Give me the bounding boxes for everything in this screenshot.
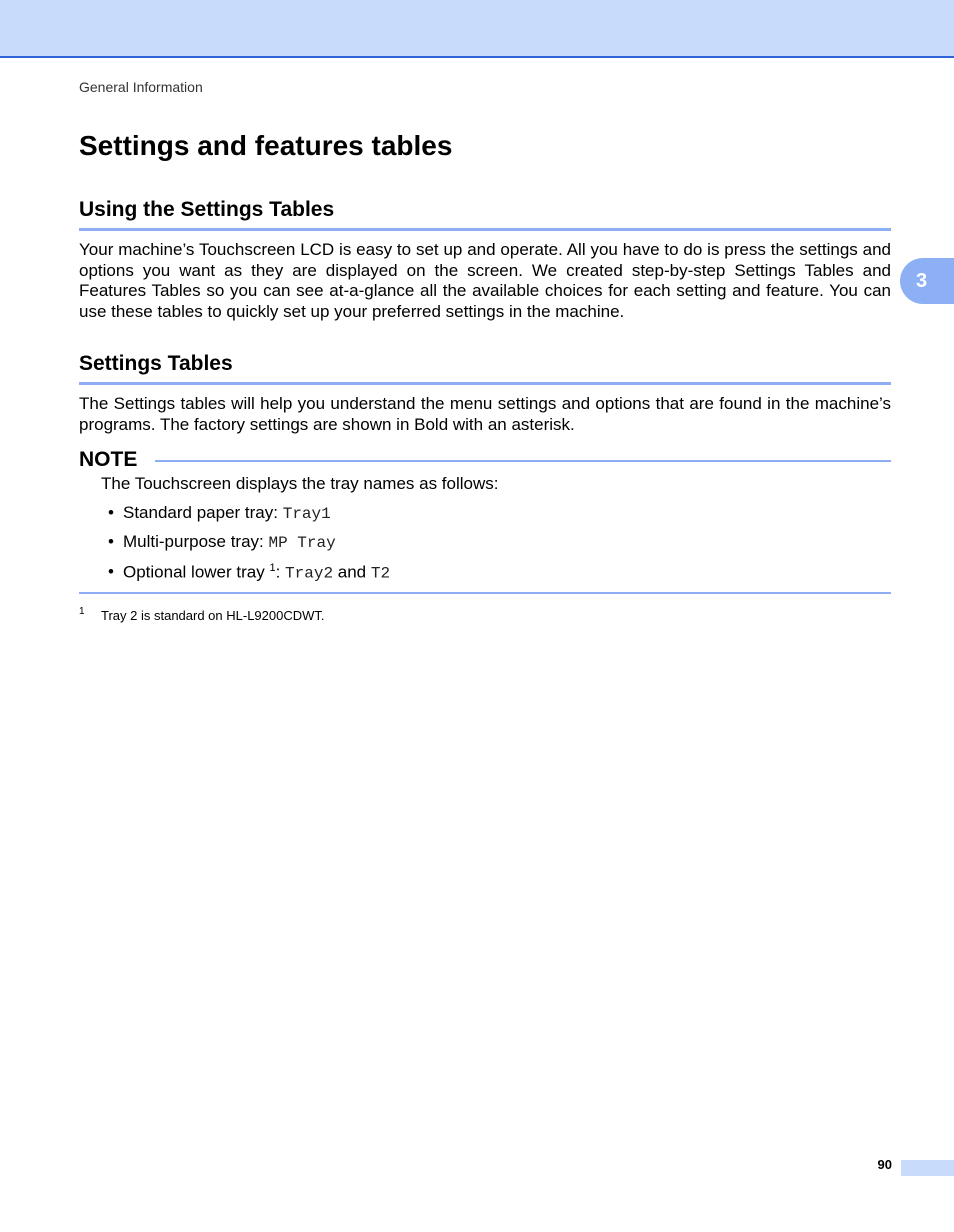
bullet: • — [108, 503, 114, 522]
tray-name-list — [108, 503, 390, 583]
tray-code: Tray2 — [285, 564, 334, 583]
tray-code: MP Tray — [268, 534, 336, 552]
page-number-tab — [901, 1160, 954, 1176]
tray-code: Tray1 — [282, 505, 331, 523]
list-item — [108, 532, 390, 562]
section-body-using-settings-tables: Your machine’s Touchscreen LCD is easy to set up and operate. All you have to do is press the settings and options you want as they are displayed on the screen. We created step-by-step Settings Tables and Features Tables so you can see at-a-glance all the available choices for each setting and feature. You can use these tables to quickly set up your preferred settings in the machine. — [79, 240, 891, 321]
note-divider-top — [155, 460, 891, 462]
chapter-tab — [900, 258, 954, 304]
note-divider-bottom — [79, 592, 891, 594]
note-label: NOTE — [79, 448, 138, 471]
bullet: • — [108, 532, 114, 551]
section-heading-settings-tables: Settings Tables — [79, 352, 891, 385]
footnote-number: 1 — [79, 606, 85, 617]
footnote-reference[interactable]: 1 — [269, 562, 276, 574]
item-joiner: and — [333, 562, 371, 582]
tray-code-short: T2 — [370, 564, 391, 583]
chapter-number: 3 — [916, 270, 928, 292]
section-body-settings-tables: The Settings tables will help you understand the menu settings and options that are found in the machine’s programs. The factory settings are shown in Bold with an asterisk. — [79, 394, 891, 434]
item-label: Optional lower tray — [123, 562, 270, 582]
item-separator: : — [275, 562, 286, 582]
footnote-text: Tray 2 is standard on HL-L9200CDWT. — [101, 608, 325, 623]
note-intro: The Touchscreen displays the tray names as follows: — [101, 474, 499, 493]
page-number: 90 — [877, 1157, 892, 1172]
list-item — [108, 503, 390, 532]
breadcrumb: General Information — [79, 79, 203, 95]
page-title: Settings and features tables — [79, 130, 453, 161]
section-heading-using-settings-tables: Using the Settings Tables — [79, 198, 891, 231]
item-label: Multi-purpose tray: — [123, 532, 269, 551]
list-item — [108, 562, 390, 583]
bullet: • — [108, 562, 114, 581]
item-label: Standard paper tray: — [123, 503, 283, 522]
header-band — [0, 0, 954, 58]
